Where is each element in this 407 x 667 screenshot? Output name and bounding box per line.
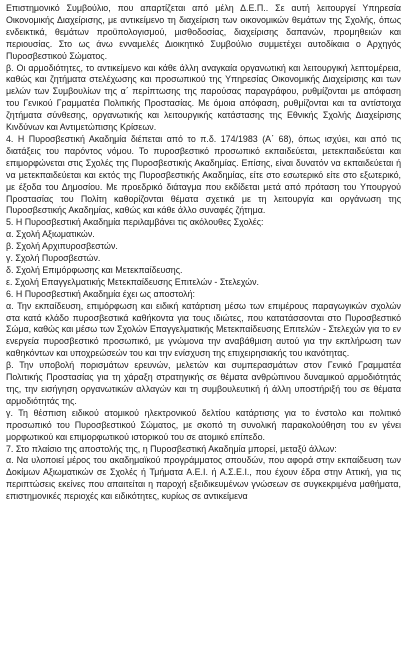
- paragraph-competences-b: β. Οι αρμοδιότητες, το αντικείμενο και κάθε άλλη αναγκαία οργανωτική και λειτουργική λεπτομέρεια, καθώς και ζητήματα στελέχωσης και προσωπικού της Υπηρεσίας Οικονομικής Διαχείρισης και των μελών των Συμβουλίων της α΄ περίπτωσης της παρούσας παραγράφου, ρυθμίζονται με απόφαση του Γενικού Γραμματέα Πολιτικής Προστασίας. Με όμοια απόφαση, ρυθμίζονται και τα αντίστοιχα ζητήματα σύνθεσης, οργανωτικής και λειτουργικής κατάστασης της Εθνικής Σχολής Διαχείρισης Κινδύνων και Αντιμετώπισης Κρίσεων.: [6, 62, 401, 133]
- paragraph-section-7: 7. Στο πλαίσιο της αποστολής της, η Πυροσβεστική Ακαδημία μπορεί, μεταξύ άλλων:: [6, 443, 337, 454]
- paragraph-section-6: 6. Η Πυροσβεστική Ακαδημία έχει ως αποστολή:: [6, 288, 195, 299]
- paragraph-section-5: 5. Η Πυροσβεστική Ακαδημία περιλαμβάνει τις ακόλουθες Σχολές:: [6, 217, 264, 228]
- paragraph-mission-c: γ. Τη θέσπιση ειδικού ατομικού ηλεκτρονικού δελτίου κατάρτισης για το ένστολο και πολιτικό προσωπικό του Πυροσβεστικού Σώματος, με σκοπό τη συνολική παρακολούθηση του εν γένει μορφωτικού και επιμορφωτικού ιστορικού του σε ατομικό επίπεδο.: [6, 407, 401, 442]
- paragraph-mission-b: β. Την υποβολή πορισμάτων ερευνών, μελετών και συμπερασμάτων στον Γενικό Γραμματέα Πολιτικής Προστασίας για τη χάραξη στρατηγικής σε θέματα ανθρώπινου δυναμικού αρμοδιότητάς της, την εισήγηση οργανωτικών αλλαγών και τη συμβουλευτική ή άλλη υποστήριξή του σε θέματα αρμοδιότητάς της.: [6, 360, 401, 406]
- paragraph-council-intro: Επιστημονικό Συμβούλιο, που απαρτίζεται από μέλη Δ.Ε.Π.. Σε αυτή λειτουργεί Υπηρεσία Οικονομικής Διαχείρισης, με αντικείμενο τη διαχείριση των οικονομικών θεμάτων της Σχολής, όπως ενδεικτικά, θεμάτων προϋπολογισμού, μισθοδοσίας, διαχείρισης δαπανών, προμηθειών και περιουσίας. Στο ως άνω ενναμελές Διοικητικό Συμβούλιο συμμετέχει αυτοδίκαια ο Αρχηγός Πυροσβεστικού Σώματος.: [6, 3, 401, 61]
- list-item-school-e: ε. Σχολή Επαγγελματικής Μετεκπαίδευσης Επιτελών - Στελεχών.: [6, 276, 260, 287]
- list-item-school-a: α. Σχολή Αξιωματικών.: [6, 229, 95, 240]
- list-item-school-b: β. Σχολή Αρχιπυροσβεστών.: [6, 241, 118, 252]
- list-item-school-d: δ. Σχολή Επιμόρφωσης και Μετεκπαίδευσης.: [6, 264, 183, 275]
- paragraph-section-7a: α. Να υλοποιεί μέρος του ακαδημαϊκού προγράμματος σπουδών, που αφορά στην εκπαίδευση των Δοκίμων Αξιωματικών σε Σχολές ή Τμήματα Α.Ε.Ι. ή Α.Σ.Ε.Ι., που έχουν έδρα στην Αττική, για τις περιπτώσεις εκείνες που απαιτείται η παροχή εξειδικευμένων γνώσεων σε συγκεκριμένα μαθήματα, επιστημονικές περιοχές και ειδικότητες, κυρίως σε αντικείμενα: [6, 455, 401, 502]
- paragraph-section-4: 4. Η Πυροσβεστική Ακαδημία διέπεται από το π.δ. 174/1983 (Α΄ 68), όπως ισχύει, και από τις διατάξεις του παρόντος νόμου. Το πυροσβεστικό προσωπικό εκπαιδεύεται, μετεκπαιδεύεται και επιμορφώνεται στις Σχολές της Πυροσβεστικής Ακαδημίας. Επίσης, είναι δυνατόν να εκπαιδεύεται ή να μετεκπαιδεύεται και εκτός της Πυροσβεστικής Ακαδημίας, είτε στο εσωτερικό είτε στο εξωτερικό, με έξοδα του Δημοσίου. Με προεδρικό διάταγμα που εκδίδεται μετά από πρόταση του Υπουργού Προστασίας του Πολίτη καθορίζονται θέματα σχετικά με τη λειτουργία και οργάνωση της Πυροσβεστικής Ακαδημίας, καθώς και κάθε άλλο συναφές ζήτημα.: [6, 133, 401, 216]
- paragraph-mission-a: α. Την εκπαίδευση, επιμόρφωση και ειδική κατάρτιση μέσω των επιμέρους παραγωγικών σχολών στα κατά κλάδο πυροσβεστικά καθήκοντα για τους ιδιώτες, που κατατάσσονται στο Πυροσβεστικό Σώμα, καθώς και μέσω των Σχολών Επαγγελματικής Μετεκπαίδευσης Επιτελών - Στελεχών για το εν ενεργεία πυροσβεστικό προσωπικό, με γνώμονα την αναβάθμιση αυτού για την εκπλήρωση των καθηκόντων και υποχρεώσεών του και την ενίσχυση της επιχειρησιακής του ικανότητας.: [6, 300, 401, 359]
- list-item-school-c: γ. Σχολή Πυροσβεστών.: [6, 253, 101, 264]
